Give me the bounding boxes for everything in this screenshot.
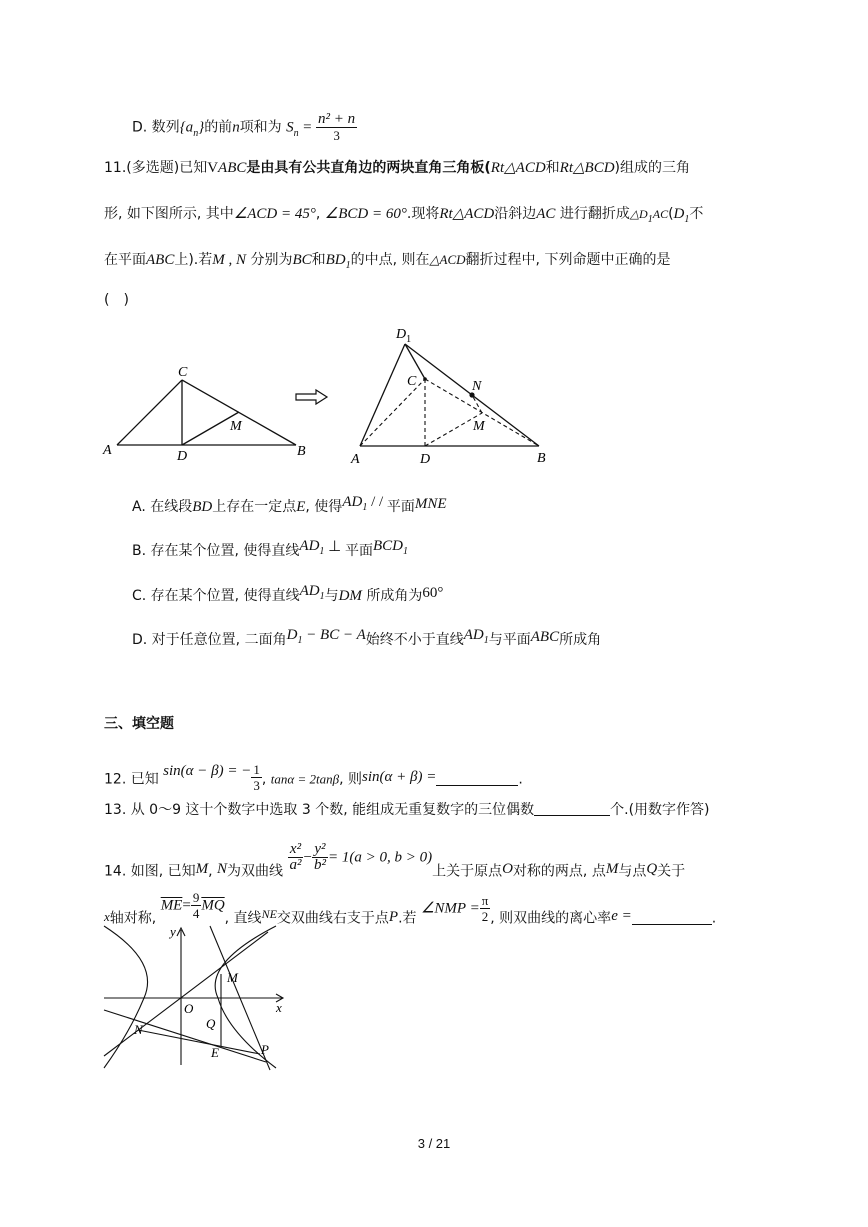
page-number: 3 / 21 [417, 1136, 451, 1151]
label-m: M [227, 970, 238, 985]
label-m: M [473, 419, 485, 434]
q12: 12. 已知 sin(α − β) = − $\frac{1}{3}$ , tanα = 2tanβ, 则sin(α + β) = . [104, 762, 523, 793]
label-o: O [184, 1001, 194, 1016]
label-d: D [420, 452, 431, 467]
q11-line-3: 在平面ABC上).若M , N 分别为BC和$BD_1$的中点, 则在△ACD翻折过程中, 下列命题中正确的是 [104, 252, 671, 271]
angle-equation: ∠NMP = $\frac{\pi}{2}$ [420, 893, 489, 924]
q14-answer-blank[interactable] [632, 910, 712, 925]
q11-option-a: A. 在线段BD上存在一定点E, 使得AD1 / / 平面MNE [132, 494, 447, 515]
sum-fraction: $\frac{\text{n² + n}}{3}$ [318, 111, 356, 143]
q11-figure-flat [100, 360, 320, 470]
label-n: N [472, 379, 482, 394]
q11-option-c: C. 存在某个位置, 使得直线AD1与DM 所成角为60° [132, 583, 444, 604]
q11-figure-folded [346, 322, 561, 472]
segment-ac [117, 380, 182, 445]
label-c: C [407, 374, 417, 389]
label-c: C [178, 365, 188, 380]
label-d: D [177, 449, 188, 464]
label-q: Q [206, 1016, 216, 1031]
q10-option-d: D. 数列$\{a_n\}$的前n项和为 $S_n$ = $\frac{\text{n² + n}}{3}$ [132, 111, 356, 143]
hyperbola-left-branch [104, 926, 148, 1068]
q11-line-1: 11.(多选题)已知VABC是由具有公共直角边的两块直角三角板(Rt△ACD和Rt△BCD)组成的三角 [104, 160, 691, 176]
q11-answer-paren: ( ) [104, 292, 129, 308]
section-title: 三、填空题 [104, 716, 174, 732]
q11-line-2: 形, 如下图所示, 其中∠ACD = 45°, ∠BCD = 60°.现将Rt△ACD沿斜边AC 进行翻折成$\triangle D_1AC(D_1$不 [104, 206, 704, 225]
label-b: B [537, 451, 546, 466]
label-a: A [351, 452, 360, 467]
q14-line-2: x轴对称, $\overline{ME}=$ $\frac{9}{4}$ $\overline{MQ}$, 直线NE交双曲线右支于点P.若 ∠NMP = $\frac{\pi}{2}$ , 则双曲线的离心率e = . [104, 890, 717, 927]
label-y: y [170, 924, 176, 939]
label-d1: $D_1$ [396, 327, 412, 345]
label-m: M [230, 419, 242, 434]
hyperbola-equation: $\frac{\text{x²}}{\text{a²}}$ − $\frac{\text{y²}}{\text{b²}}$ = 1(a > 0, b > 0) [289, 841, 433, 873]
vector-equation: $\overline{ME}=$ $\frac{9}{4}$ $\overline{MQ}$ [160, 890, 225, 921]
q12-fraction: $\frac{1}{3}$ [253, 762, 260, 793]
transform-arrow-icon [294, 388, 330, 406]
segment-ad1 [360, 344, 405, 446]
q11-option-b: B. 存在某个位置, 使得直线AD1 ⊥ 平面BCD1 [132, 538, 408, 559]
label-a: A [103, 443, 112, 458]
q13-answer-blank[interactable] [534, 801, 610, 816]
label-b: B [297, 444, 306, 459]
q13: 13. 从 0～9 这十个数字中选取 3 个数, 能组成无重复数字的三位偶数 个.(用数字作答) [104, 802, 710, 818]
line-ne [104, 1010, 266, 1062]
line-np [138, 1030, 260, 1054]
label-p: P [261, 1042, 269, 1057]
label-n: N [134, 1022, 143, 1037]
q14-line-1: 14. 如图, 已知M, N为双曲线 $\frac{\text{x²}}{\text{a²}}$ − $\frac{\text{y²}}{\text{b²}}$ = 1(a > 0, b > 0)上关于原点O对称的两点, 点M与点Q关于 [104, 841, 686, 880]
q11-option-d: D. 对于任意位置, 二面角D1 − BC − A始终不小于直线AD1与平面ABC所成角 [132, 627, 602, 648]
asymptote-1 [104, 932, 268, 1056]
q14-figure-hyperbola [100, 922, 290, 1072]
q12-answer-blank[interactable] [436, 771, 518, 786]
point-c [423, 377, 427, 381]
segment-mn-hidden [472, 395, 482, 413]
label-x: x [276, 1000, 282, 1015]
label-e: E [211, 1045, 219, 1060]
segment-ac-hidden [360, 379, 425, 446]
